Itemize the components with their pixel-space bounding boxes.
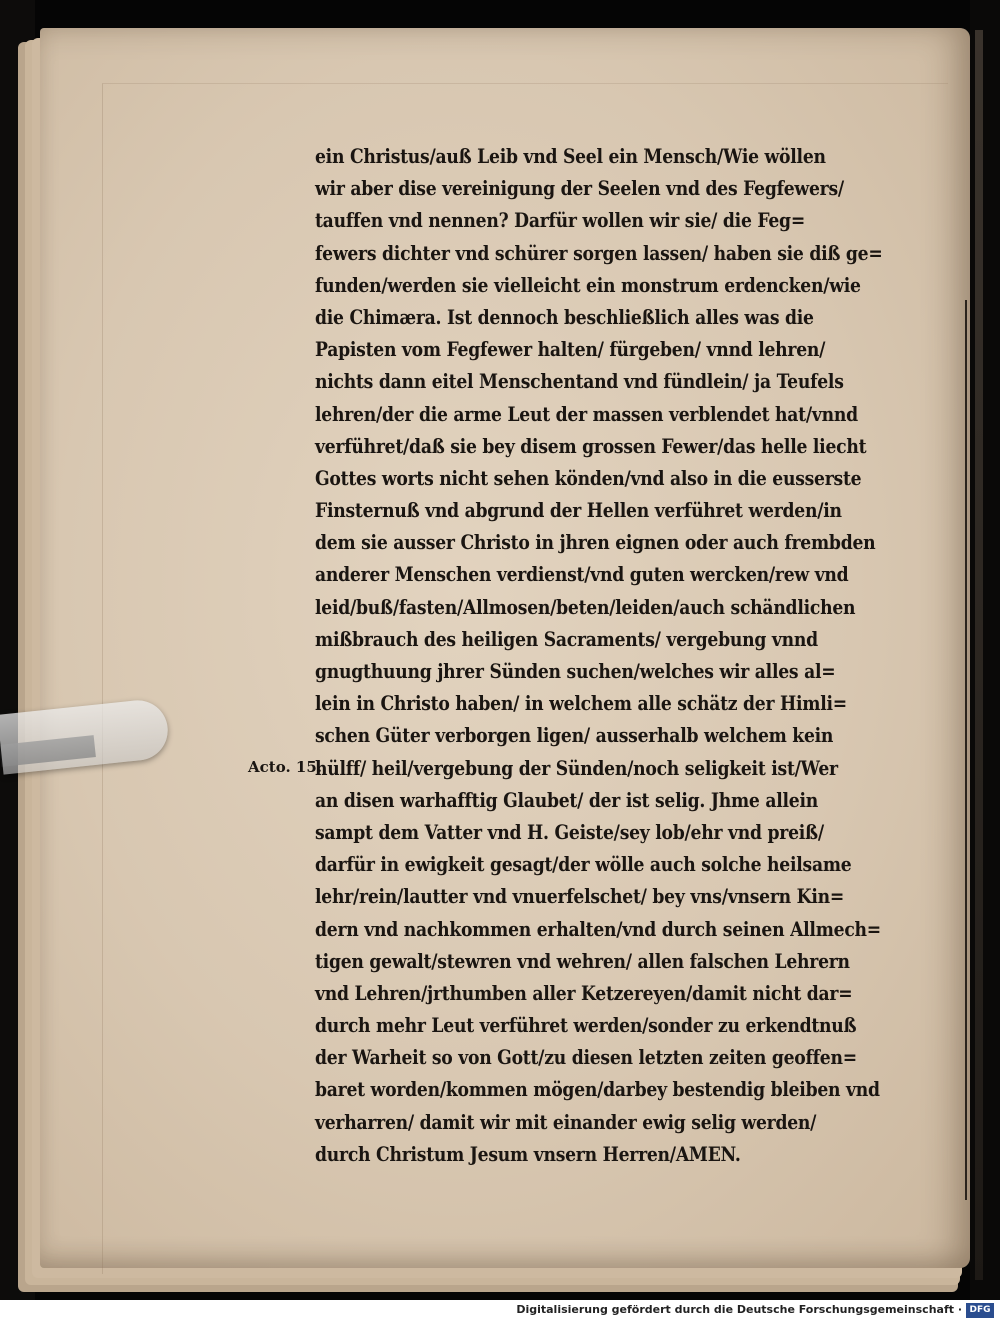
text-line: Gottes worts nicht sehen könden/vnd also in die eusserste (315, 465, 862, 490)
text-line: schen Güter verborgen ligen/ ausserhalb welchem kein (315, 723, 834, 748)
text-line: durch Christum Jesum vnsern Herren/AMEN. (315, 1141, 741, 1166)
text-line: baret worden/kommen mögen/darbey bestendig bleiben vnd (315, 1077, 880, 1102)
dfg-logo: DFG (966, 1303, 994, 1318)
text-line: funden/werden sie vielleicht ein monstrum erdencken/wie (315, 272, 861, 297)
binding-strip (975, 30, 983, 1280)
text-line: sampt dem Vatter vnd H. Geiste/sey lob/ehr vnd preiß/ (315, 819, 824, 844)
text-line: gnugthuung jhrer Sünden suchen/welches wir alles al= (315, 659, 836, 683)
text-line: wir aber dise vereinigung der Seelen vnd des Fegfewers/ (315, 176, 844, 201)
text-line: lein in Christo haben/ in welchem alle schätz der Himli= (315, 691, 847, 716)
text-line: an disen warhafftig Glaubet/ der ist selig. Jhme allein (315, 787, 818, 812)
text-line: tigen gewalt/stewren vnd wehren/ allen falschen Lehrern (315, 948, 850, 973)
text-line: die Chimæra. Ist dennoch beschließlich alles was die (315, 304, 814, 329)
marginal-note: Acto. 15. (248, 758, 322, 776)
text-line: lehren/der die arme Leut der massen verblendet hat/vnnd (315, 401, 858, 426)
text-line: fewers dichter vnd schürer sorgen lassen/ haben sie diß ge= (315, 240, 883, 265)
text-line: nichts dann eitel Menschentand vnd fündlein/ ja Teufels (315, 369, 844, 394)
text-line: Finsternuß vnd abgrund der Hellen verführet werden/in (315, 498, 842, 523)
text-line: anderer Menschen verdienst/vnd guten wercken/rew vnd (315, 562, 849, 587)
text-line: durch mehr Leut verführet werden/sonder zu erkendtnuß (315, 1013, 857, 1038)
text-line: vnd Lehren/jrthumben aller Ketzereyen/damit nicht dar= (315, 980, 853, 1005)
text-line: hülff/ heil/vergebung der Sünden/noch seligkeit ist/Wer (315, 755, 838, 780)
text-line: leid/buß/fasten/Allmosen/beten/leiden/auch schändlichen (315, 594, 856, 619)
funding-notice: Digitalisierung gefördert durch die Deutsche Forschungsgemeinschaft · (516, 1303, 962, 1316)
text-line: lehr/rein/lautter vnd vnuerfelschet/ bey vns/vnsern Kin= (315, 884, 844, 909)
text-line: verharren/ damit wir mit einander ewig selig werden/ (315, 1109, 817, 1134)
text-line: der Warheit so von Gott/zu diesen letzten zeiten geoffen= (315, 1045, 857, 1070)
text-line: tauffen vnd nennen? Darfür wollen wir sie/ die Feg= (315, 208, 805, 233)
text-line: verführet/daß sie bey disem grossen Fewer/das helle liecht (315, 433, 867, 458)
text-line: dem sie ausser Christo in jhren eignen oder auch frembden (315, 530, 876, 555)
text-line: ein Christus/auß Leib vnd Seel ein Mensch/Wie wöllen (315, 144, 826, 168)
footer-bar (0, 1300, 1000, 1321)
text-line: mißbrauch des heiligen Sacraments/ vergebung vnnd (315, 626, 818, 651)
text-line: dern vnd nachkommen erhalten/vnd durch seinen Allmech= (315, 916, 881, 941)
page-edge-shadow (965, 300, 967, 1200)
text-line: Papisten vom Fegfewer halten/ fürgeben/ vnnd lehren/ (315, 337, 826, 362)
text-line: darfür in ewigkeit gesagt/der wölle auch solche heilsame (315, 852, 852, 877)
text-block (315, 140, 945, 1170)
